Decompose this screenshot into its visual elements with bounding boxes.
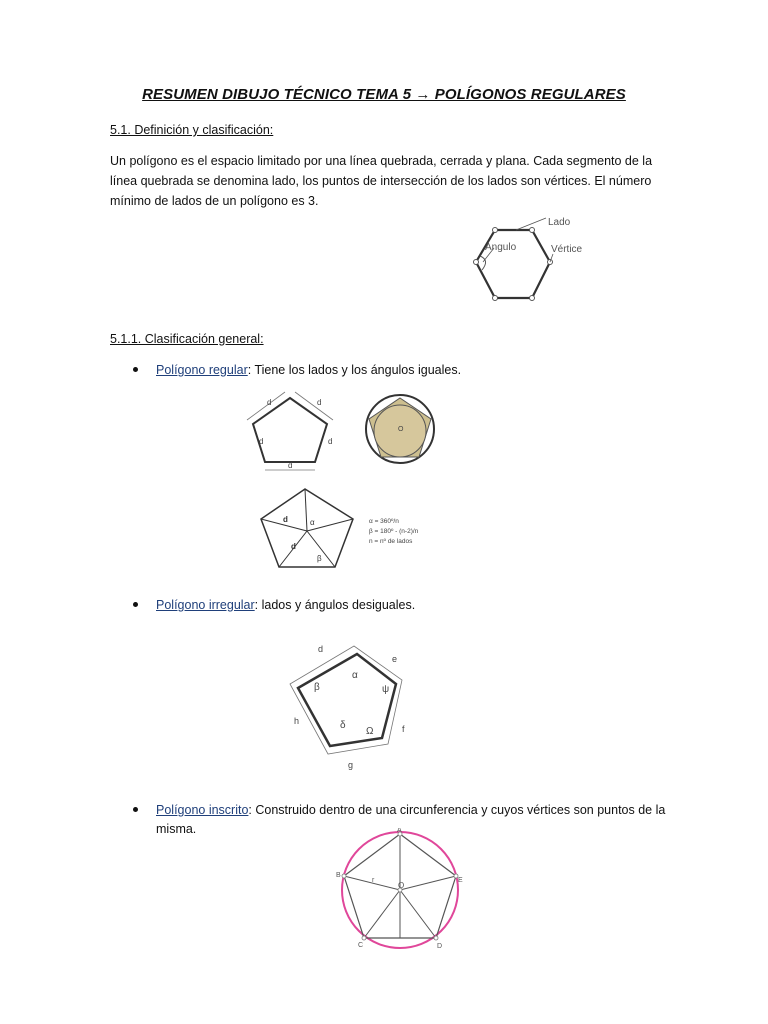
label-E: E	[458, 877, 463, 884]
label-r: r	[372, 877, 375, 884]
hexagon-shape	[476, 230, 550, 298]
label-d: d	[283, 515, 288, 524]
label-psi: ψ	[382, 684, 390, 695]
label-vertice: Vértice	[551, 244, 583, 255]
label-d: d	[267, 398, 272, 407]
bullet-dot	[133, 602, 138, 607]
label-g: g	[348, 760, 354, 770]
label-d: d	[291, 542, 296, 551]
label-alpha: α	[352, 670, 358, 681]
label-h: h	[294, 716, 300, 726]
label-B: B	[336, 872, 341, 879]
list-item-regular	[156, 361, 666, 380]
item-text: : Construido dentro de una circunferencia y cuyos vértices son puntos de la misma.	[156, 803, 666, 836]
bullet-dot	[133, 807, 138, 812]
section-heading: 5.1. Definición y clasificación:	[110, 123, 274, 137]
regular-pentagon-figure	[245, 388, 345, 473]
label-d: d	[259, 437, 264, 446]
label-f: f	[402, 724, 405, 734]
formula-beta: β = 180º - (n-2)/n	[369, 528, 419, 535]
item-text: : lados y ángulos desiguales.	[254, 598, 416, 612]
inscribed-polygon-figure	[330, 828, 470, 953]
label-delta: δ	[340, 720, 346, 731]
label-beta: β	[317, 554, 322, 563]
label-C: C	[358, 942, 364, 949]
formula-alpha: α = 360º/n	[369, 518, 399, 525]
label-center-o: O	[398, 426, 404, 433]
hexagon-figure	[450, 210, 590, 310]
list-item-irregular	[156, 596, 666, 615]
bullet-dot	[133, 367, 138, 372]
label-d: d	[288, 461, 293, 470]
label-D: D	[437, 943, 443, 950]
label-O: O	[398, 881, 405, 890]
link-poligono-regular[interactable]: Polígono regular	[156, 363, 248, 377]
link-poligono-irregular[interactable]: Polígono irregular	[156, 598, 255, 612]
label-omega: Ω	[366, 726, 374, 737]
page-title: RESUMEN DIBUJO TÉCNICO TEMA 5 → POLÍGONOS REGULARES	[142, 86, 626, 103]
label-e: e	[392, 654, 398, 664]
subsection-heading: 5.1.1. Clasificación general:	[110, 332, 264, 346]
label-alpha: α	[310, 518, 315, 527]
label-d: d	[318, 644, 324, 654]
label-d: d	[328, 437, 333, 446]
pentagon-angles-figure	[255, 485, 435, 570]
inscribed-circle-figure	[362, 393, 442, 468]
label-angulo: Angulo	[485, 242, 517, 253]
irregular-polygon-figure	[282, 640, 422, 772]
formula-n: n = nº de lados	[369, 538, 413, 545]
link-poligono-inscrito[interactable]: Polígono inscrito	[156, 803, 249, 817]
definition-paragraph: Un polígono es el espacio limitado por una línea quebrada, cerrada y plana. Cada segmento de la línea quebrada se denomina lado, los puntos de intersección de los lados son vértices. El número mínimo de lados de un polígono es 3.	[110, 154, 653, 208]
item-text: : Tiene los lados y los ángulos iguales.	[247, 363, 462, 377]
label-beta: β	[314, 682, 320, 693]
label-lado: Lado	[548, 217, 571, 228]
label-d: d	[317, 398, 322, 407]
label-A: A	[397, 828, 402, 834]
